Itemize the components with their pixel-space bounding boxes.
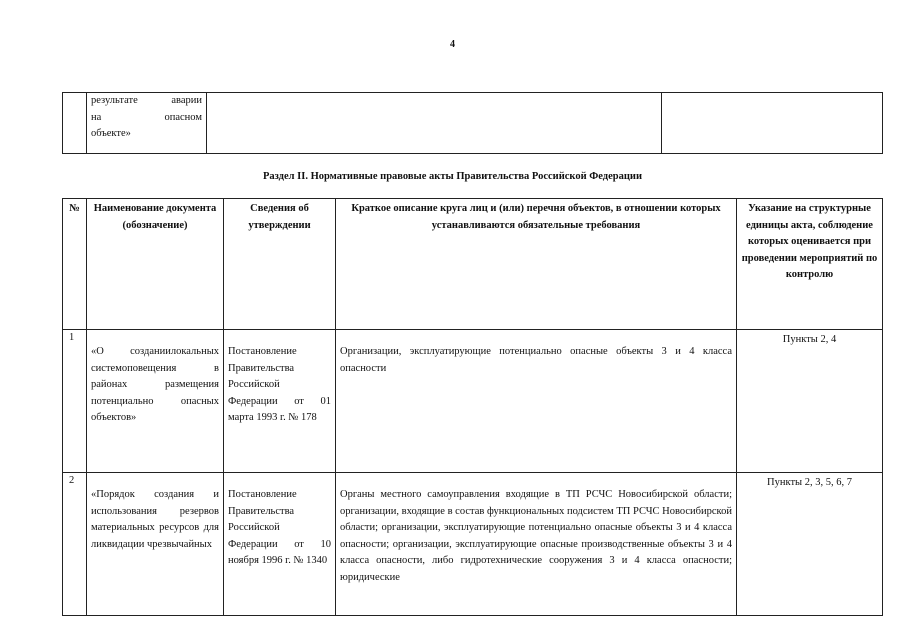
row-name: «О созданиилокальных системоповещения в районах размещения потенциально опасных объектов» — [87, 330, 224, 473]
carry-over-table — [62, 92, 883, 154]
row-units: Пункты 2, 4 — [737, 330, 883, 473]
section-title: Раздел II. Нормативные правовые акты Правительства Российской Федерации — [262, 171, 642, 182]
carry-units-cell — [662, 93, 883, 154]
table-header-row — [63, 199, 883, 330]
row-name: «Порядок создания и использования резервов материальных ресурсов для ликвидации чрезвычайных — [87, 473, 224, 616]
carry-name-cell — [87, 93, 207, 154]
row-approval: Постановление Правительства Российской Федерации от 01 марта 1993 г. № 178 — [224, 330, 336, 473]
header-units: Указание на структурные единицы акта, соблюдение которых оценивается при проведении мероприятий по контролю — [737, 199, 883, 330]
row-description: Органы местного самоуправления входящие в ТП РСЧС Новосибирской области; организации, входящие в состав функциональных подсистем ТП РСЧС Новосибирской области; организации, эксплуатирующие потенциально опасные объекты 3 и 4 класса опасности; организации, эксплуатирующие опасные производственные объекты 3 и 4 класса опасности, либо гидротехнические сооружения 3 и 4 класса опасности; юридические — [336, 473, 737, 616]
header-description: Краткое описание круга лиц и (или) перечня объектов, в отношении которых устанавливаются обязательные требования — [336, 199, 737, 330]
carry-name-line: объекте» — [91, 128, 131, 139]
table-row — [63, 330, 883, 473]
carry-num-cell — [63, 93, 87, 154]
row-units: Пункты 2, 3, 5, 6, 7 — [737, 473, 883, 616]
carry-description-cell — [207, 93, 662, 154]
row-num: 2 — [63, 473, 87, 616]
row-approval: Постановление Правительства Российской Федерации от 10 ноября 1996 г. № 1340 — [224, 473, 336, 616]
row-num: 1 — [63, 330, 87, 473]
header-approval: Сведения об утверждении — [224, 199, 336, 330]
page-number: 4 — [450, 39, 455, 50]
header-name: Наименование документа (обозначение) — [87, 199, 224, 330]
row-description: Организации, эксплуатирующие потенциально опасные объекты 3 и 4 класса опасности — [336, 330, 737, 473]
carry-name-line: результате аварии — [91, 95, 202, 106]
carry-name-line: на опасном — [91, 111, 202, 123]
requirements-table — [62, 198, 883, 616]
table-row — [63, 93, 883, 154]
table-row — [63, 473, 883, 616]
header-num: № — [63, 199, 87, 330]
